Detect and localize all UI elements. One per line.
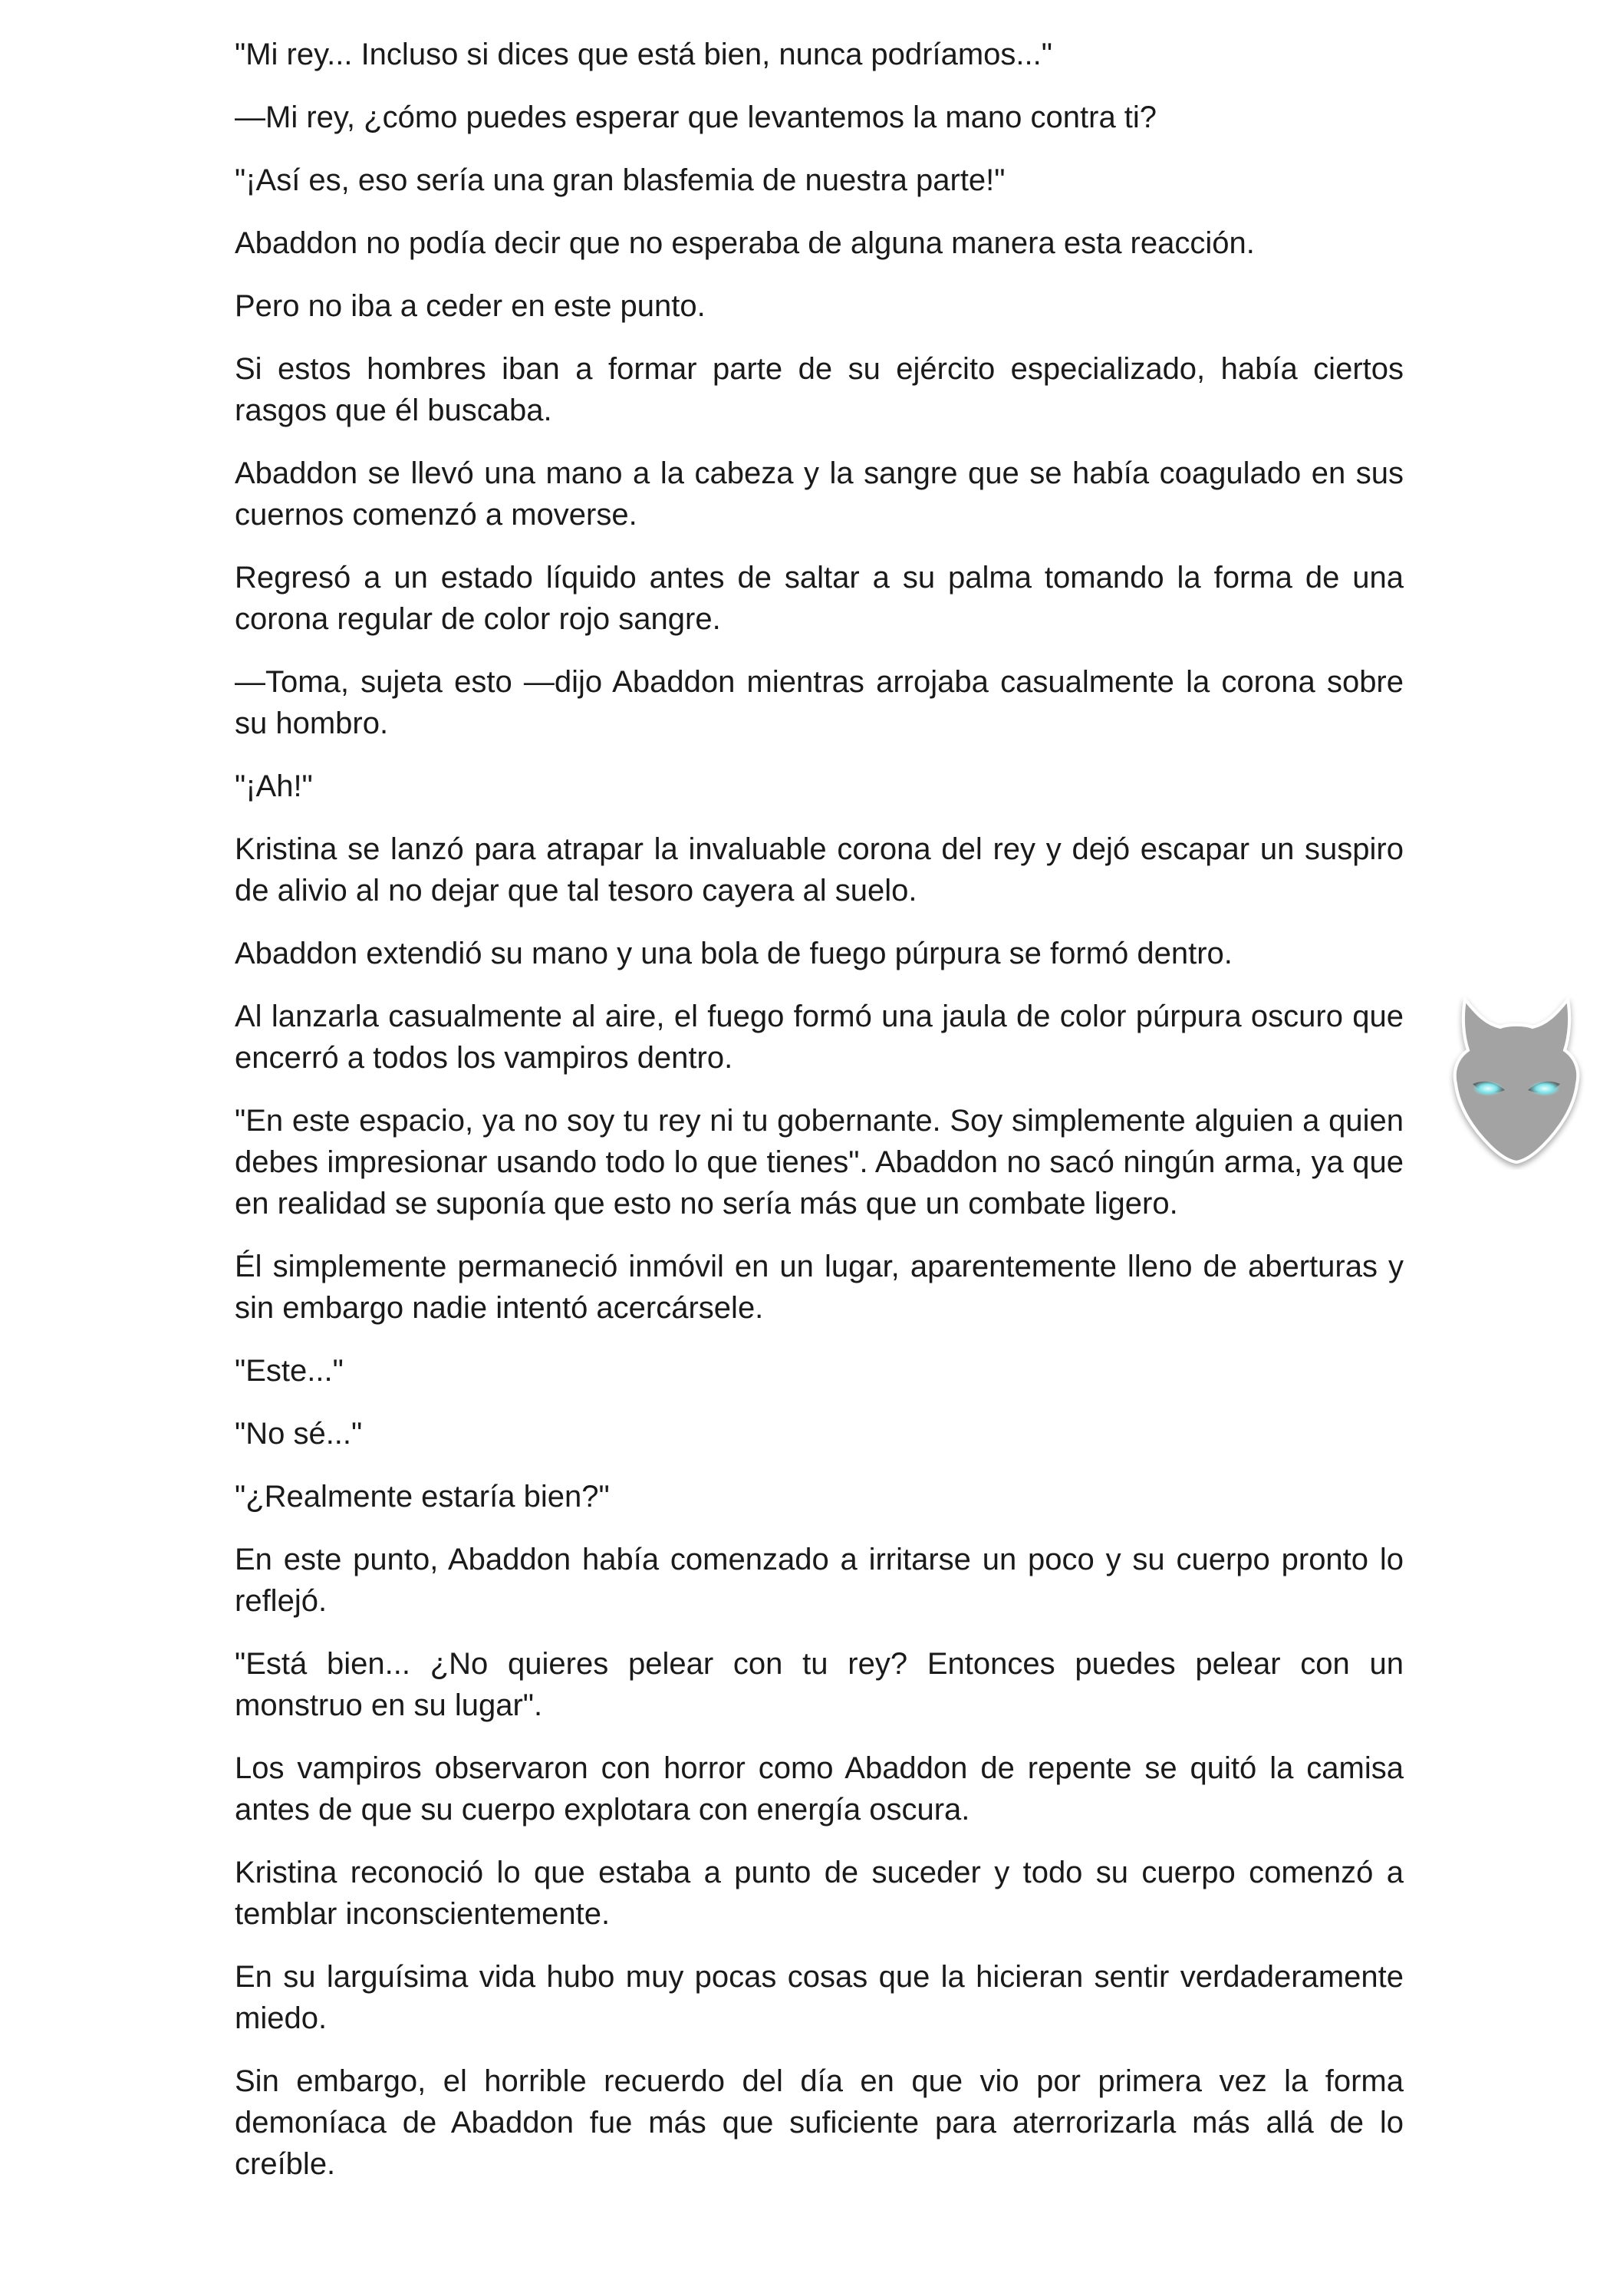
paragraph: Kristina reconoció lo que estaba a punto de suceder y todo su cuerpo comenzó a temblar inconscientemente. — [235, 1856, 1404, 1931]
document-body — [235, 34, 1404, 2206]
paragraph: Sin embargo, el horrible recuerdo del día en que vio por primera vez la forma demoníaca de Abaddon fue más que suficiente para aterrorizarla más allá de lo creíble. — [235, 2064, 1404, 2181]
paragraph: Los vampiros observaron con horror como Abaddon de repente se quitó la camisa antes de que su cuerpo explotara con energía oscura. — [235, 1751, 1404, 1827]
paragraph: "¡Ah!" — [235, 769, 313, 803]
paragraph: Abaddon se llevó una mano a la cabeza y la sangre que se había coagulado en sus cuernos comenzó a moverse. — [235, 456, 1404, 532]
paragraph: Él simplemente permaneció inmóvil en un lugar, aparentemente lleno de aberturas y sin embargo nadie intentó acercársele. — [235, 1250, 1404, 1325]
paragraph: "En este espacio, ya no soy tu rey ni tu gobernante. Soy simplemente alguien a quien debes impresionar usando todo lo que tienes". Abaddon no sacó ningún arma, ya que en realidad se suponía que esto no sería más que un combate ligero. — [235, 1104, 1404, 1220]
paragraph: Kristina se lanzó para atrapar la invaluable corona del rey y dejó escapar un suspiro de alivio al no dejar que tal tesoro cayera al suelo. — [235, 832, 1404, 908]
paragraph: "¡Así es, eso sería una gran blasfemia de nuestra parte!" — [235, 163, 1006, 197]
demon-head-icon — [1444, 993, 1589, 1170]
paragraph: "Este..." — [235, 1354, 344, 1388]
paragraph: Abaddon extendió su mano y una bola de fuego púrpura se formó dentro. — [235, 937, 1233, 970]
paragraph: Al lanzarla casualmente al aire, el fuego formó una jaula de color púrpura oscuro que encerró a todos los vampiros dentro. — [235, 1000, 1404, 1075]
paragraph: Regresó a un estado líquido antes de saltar a su palma tomando la forma de una corona regular de color rojo sangre. — [235, 561, 1404, 636]
paragraph: En su larguísima vida hubo muy pocas cosas que la hicieran sentir verdaderamente miedo. — [235, 1960, 1404, 2035]
paragraph: Pero no iba a ceder en este punto. — [235, 289, 706, 323]
paragraph: "No sé..." — [235, 1417, 363, 1451]
paragraph: Si estos hombres iban a formar parte de su ejército especializado, había ciertos rasgos que él buscaba. — [235, 352, 1404, 427]
paragraph: —Toma, sujeta esto —dijo Abaddon mientras arrojaba casualmente la corona sobre su hombro. — [235, 665, 1404, 740]
paragraph: Abaddon no podía decir que no esperaba de alguna manera esta reacción. — [235, 226, 1255, 260]
paragraph: —Mi rey, ¿cómo puedes esperar que levantemos la mano contra ti? — [235, 100, 1157, 134]
paragraph: "Está bien... ¿No quieres pelear con tu rey? Entonces puedes pelear con un monstruo en su lugar". — [235, 1647, 1404, 1722]
paragraph: En este punto, Abaddon había comenzado a irritarse un poco y su cuerpo pronto lo reflejó. — [235, 1543, 1404, 1618]
paragraph: "Mi rey... Incluso si dices que está bien, nunca podríamos..." — [235, 38, 1052, 71]
paragraph: "¿Realmente estaría bien?" — [235, 1480, 610, 1514]
